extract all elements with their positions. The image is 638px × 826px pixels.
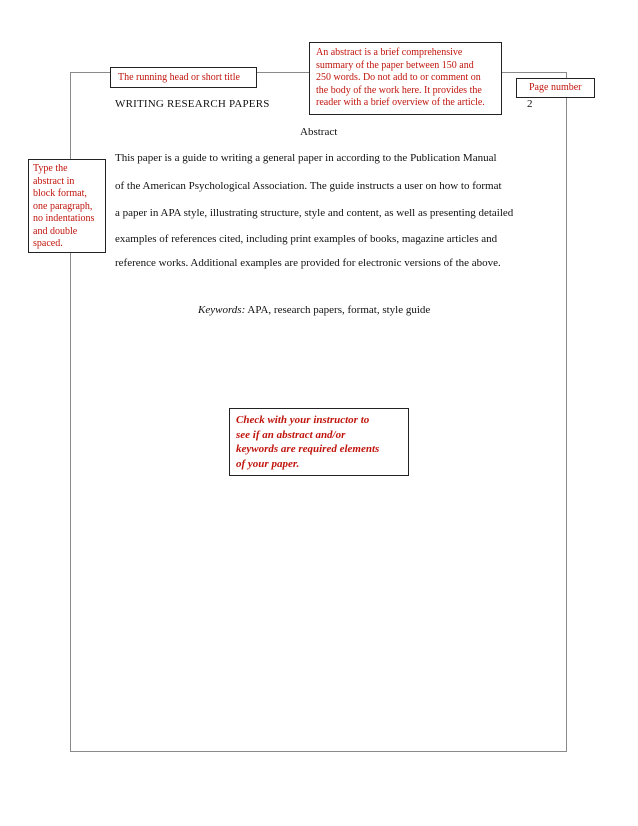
format-callout-line: abstract in bbox=[33, 175, 75, 187]
instructor-callout-line: see if an abstract and/or bbox=[236, 428, 346, 441]
abstract-callout-line: the body of the work here. It provides the bbox=[316, 84, 482, 96]
abstract-line: of the American Psychological Association. The guide instructs a user on how to format bbox=[115, 180, 502, 192]
format-callout bbox=[28, 159, 106, 253]
abstract-callout-line: summary of the paper between 150 and bbox=[316, 59, 474, 71]
page-number-callout: Page number bbox=[516, 78, 595, 98]
abstract-line: examples of references cited, including print examples of books, magazine articles and bbox=[115, 233, 498, 245]
keywords-label: Keywords: bbox=[198, 304, 246, 316]
keywords-text: APA, research papers, format, style guide bbox=[245, 304, 431, 316]
abstract-line: a paper in APA style, illustrating structure, style and content, as well as presenting detailed bbox=[115, 207, 514, 219]
running-head: WRITING RESEARCH PAPERS bbox=[115, 98, 270, 110]
format-callout-line: spaced. bbox=[33, 238, 63, 249]
abstract-callout-line: reader with a brief overview of the article. bbox=[316, 97, 485, 109]
keywords-line bbox=[198, 304, 430, 316]
abstract-line: This paper is a guide to writing a general paper in according to the Publication Manual bbox=[115, 152, 497, 164]
format-callout-line: no indentations bbox=[33, 213, 95, 224]
format-callout-line: and double bbox=[33, 225, 78, 237]
instructor-callout-line: Check with your instructor to bbox=[236, 414, 370, 426]
abstract-callout-line: An abstract is a brief comprehensive bbox=[316, 47, 463, 58]
instructor-callout-line: keywords are required elements bbox=[236, 443, 380, 456]
abstract-callout bbox=[309, 42, 502, 115]
page-number: 2 bbox=[527, 98, 533, 110]
abstract-title: Abstract bbox=[300, 126, 338, 138]
abstract-callout-line: 250 words. Do not add to or comment on bbox=[316, 72, 481, 84]
format-callout-line: Type the bbox=[33, 163, 68, 174]
running-head-callout: The running head or short title bbox=[110, 67, 257, 88]
abstract-line: reference works. Additional examples are provided for electronic versions of the above. bbox=[115, 257, 501, 269]
instructor-callout-line: of your paper. bbox=[236, 457, 300, 470]
format-callout-line: one paragraph, bbox=[33, 200, 93, 212]
instructor-callout bbox=[229, 408, 409, 476]
format-callout-line: block format, bbox=[33, 188, 87, 199]
